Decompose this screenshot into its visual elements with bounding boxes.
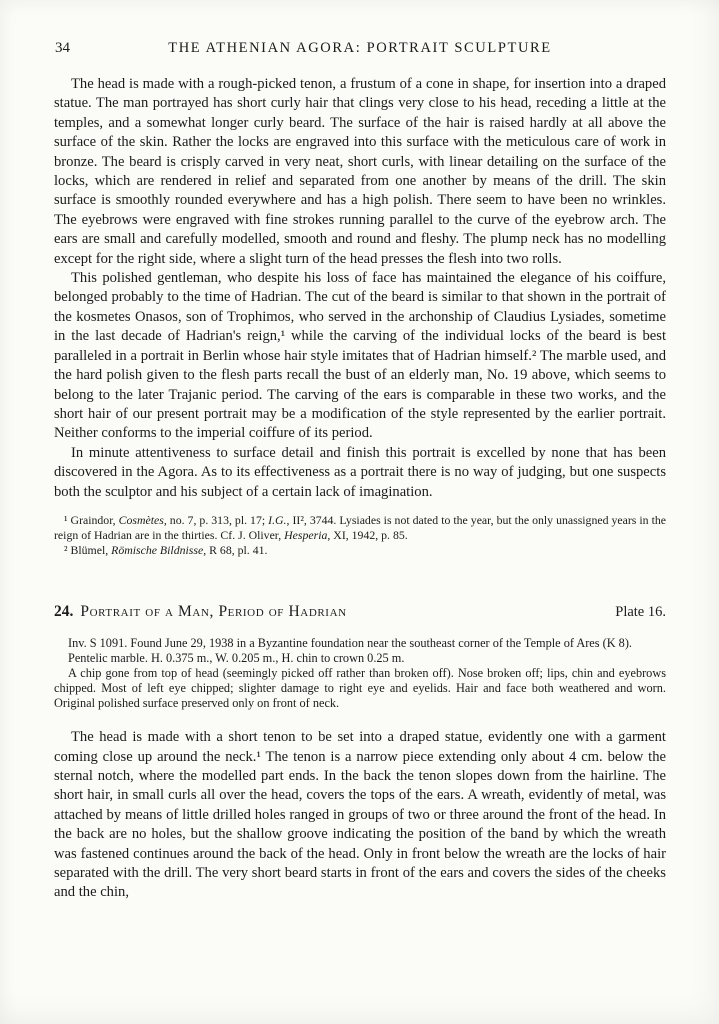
plate-reference: Plate 16. (615, 603, 666, 620)
footnote-1: ¹ Graindor, Cosmètes, no. 7, p. 313, pl. 17; I.G., II², 3744. Lysiades is not dated to the year, but the only unassigned years in the reign of Hadrian are in the thirties. Cf. J. Oliver, Hesperia, XI, 1942, p. 85. (54, 512, 666, 542)
entry-title-group (54, 603, 347, 621)
discussion-text (54, 75, 666, 502)
material-dimensions-line: Pentelic marble. H. 0.375 m., W. 0.205 m., H. chin to crown 0.25 m. (68, 650, 405, 665)
entry-number: 24. (54, 602, 74, 620)
paragraph-1: The head is made with a rough-picked tenon, a frustum of a cone in shape, for insertion into a draped statue. The man portrayed has short curly hair that clings very close to his head, receding a little at the temples, and a somewhat longer curly beard. The surface of the hair is raised hardly at all above the surface of the skin. Rather the locks are engraved into this surface with the meticulous care of work in bronze. The beard is crisply carved in very neat, short curls, with linear detailing on the surface of the locks, which are rendered in relief and separated from one another by means of the drill. The skin surface is smoothly rounded everywhere and has a high polish. There seem to have been no wrinkles. The eyebrows were engraved with fine strokes running parallel to the curve of the eyebrow arch. The ears are small and carefully modelled, smooth and round and fleshy. The plump neck has no modelling except for the right side, where a slight turn of the head presses the flesh into two rolls. (54, 76, 666, 267)
paragraph-2: This polished gentleman, who despite his loss of face has maintained the elegance of his coiffure, belonged probably to the time of Hadrian. The cut of the beard is similar to that shown in the portrait of the kosmetes Onasos, son of Trophimos, who served in the archonship of Claudius Lysiades, sometime in the last decade of Hadrian's reign,¹ while the carving of the individual locks of the beard is best paralleled in a portrait in Berlin whose hair style imitates that of Hadrian himself.² The marble used, and the hard polish given to the flesh parts recall the bust of an elderly man, No. 19 above, which seems to belong to the later Trajanic period. The carving of the ears is comparable in these two works, and the short hair of our present portrait may be a modification of the style represented by the earlier portrait. Neither conforms to the imperial coiffure of its period. (54, 270, 666, 442)
catalog-entry-24 (54, 603, 666, 903)
entry-details (54, 636, 666, 711)
inventory-provenance-line: Inv. S 1091. Found June 29, 1938 in a Byzantine foundation near the southeast corner of the Temple of Ares (K 8). (68, 635, 632, 650)
footnotes (54, 513, 666, 558)
entry-paragraph: The head is made with a short tenon to be set into a draped statue, evidently one with a garment coming close up around the neck.¹ The tenon is a narrow piece extending only about 4 cm. below the sternal notch, where the modelled part ends. In the back the tenon slopes down from the hairline. The short hair, in small curls all over the head, covers the tops of the ears. A wreath, evidently of metal, was attached by means of little drilled holes ranged in groups of two or three around the front of the head. In the back are no holes, but the shallow groove indicating the position of the band by which the wreath was fastened continues around the back of the head. Only in front below the wreath are the locks of hair separated with the drill. The very short beard starts in front of the ears and covers the sides of the cheeks and the chin, (54, 729, 666, 901)
page-number: 34 (55, 40, 70, 56)
footnote-2: ² Blümel, Römische Bildnisse, R 68, pl. 41. (64, 542, 268, 557)
entry-heading (54, 603, 666, 621)
running-title: THE ATHENIAN AGORA: PORTRAIT SCULPTURE (168, 40, 552, 56)
paragraph-3: In minute attentiveness to surface detail and finish this portrait is excelled by none that has been discovered in the Agora. As to its effectiveness as a portrait there is no way of judging, but one suspects both the sculptor and his subject of a certain lack of imagination. (54, 444, 666, 500)
entry-title: Portrait of a Man, Period of Hadrian (80, 602, 347, 620)
page-header (54, 40, 666, 59)
condition-line: A chip gone from top of head (seemingly picked off rather than broken off). Nose broken off; lips, chin and eyebrows chipped. Most of left eye chipped; slighter damage to right eye and eyelids. Hair and face both weathered and worn. Original polished surface preserved only on front of neck. (54, 665, 666, 711)
